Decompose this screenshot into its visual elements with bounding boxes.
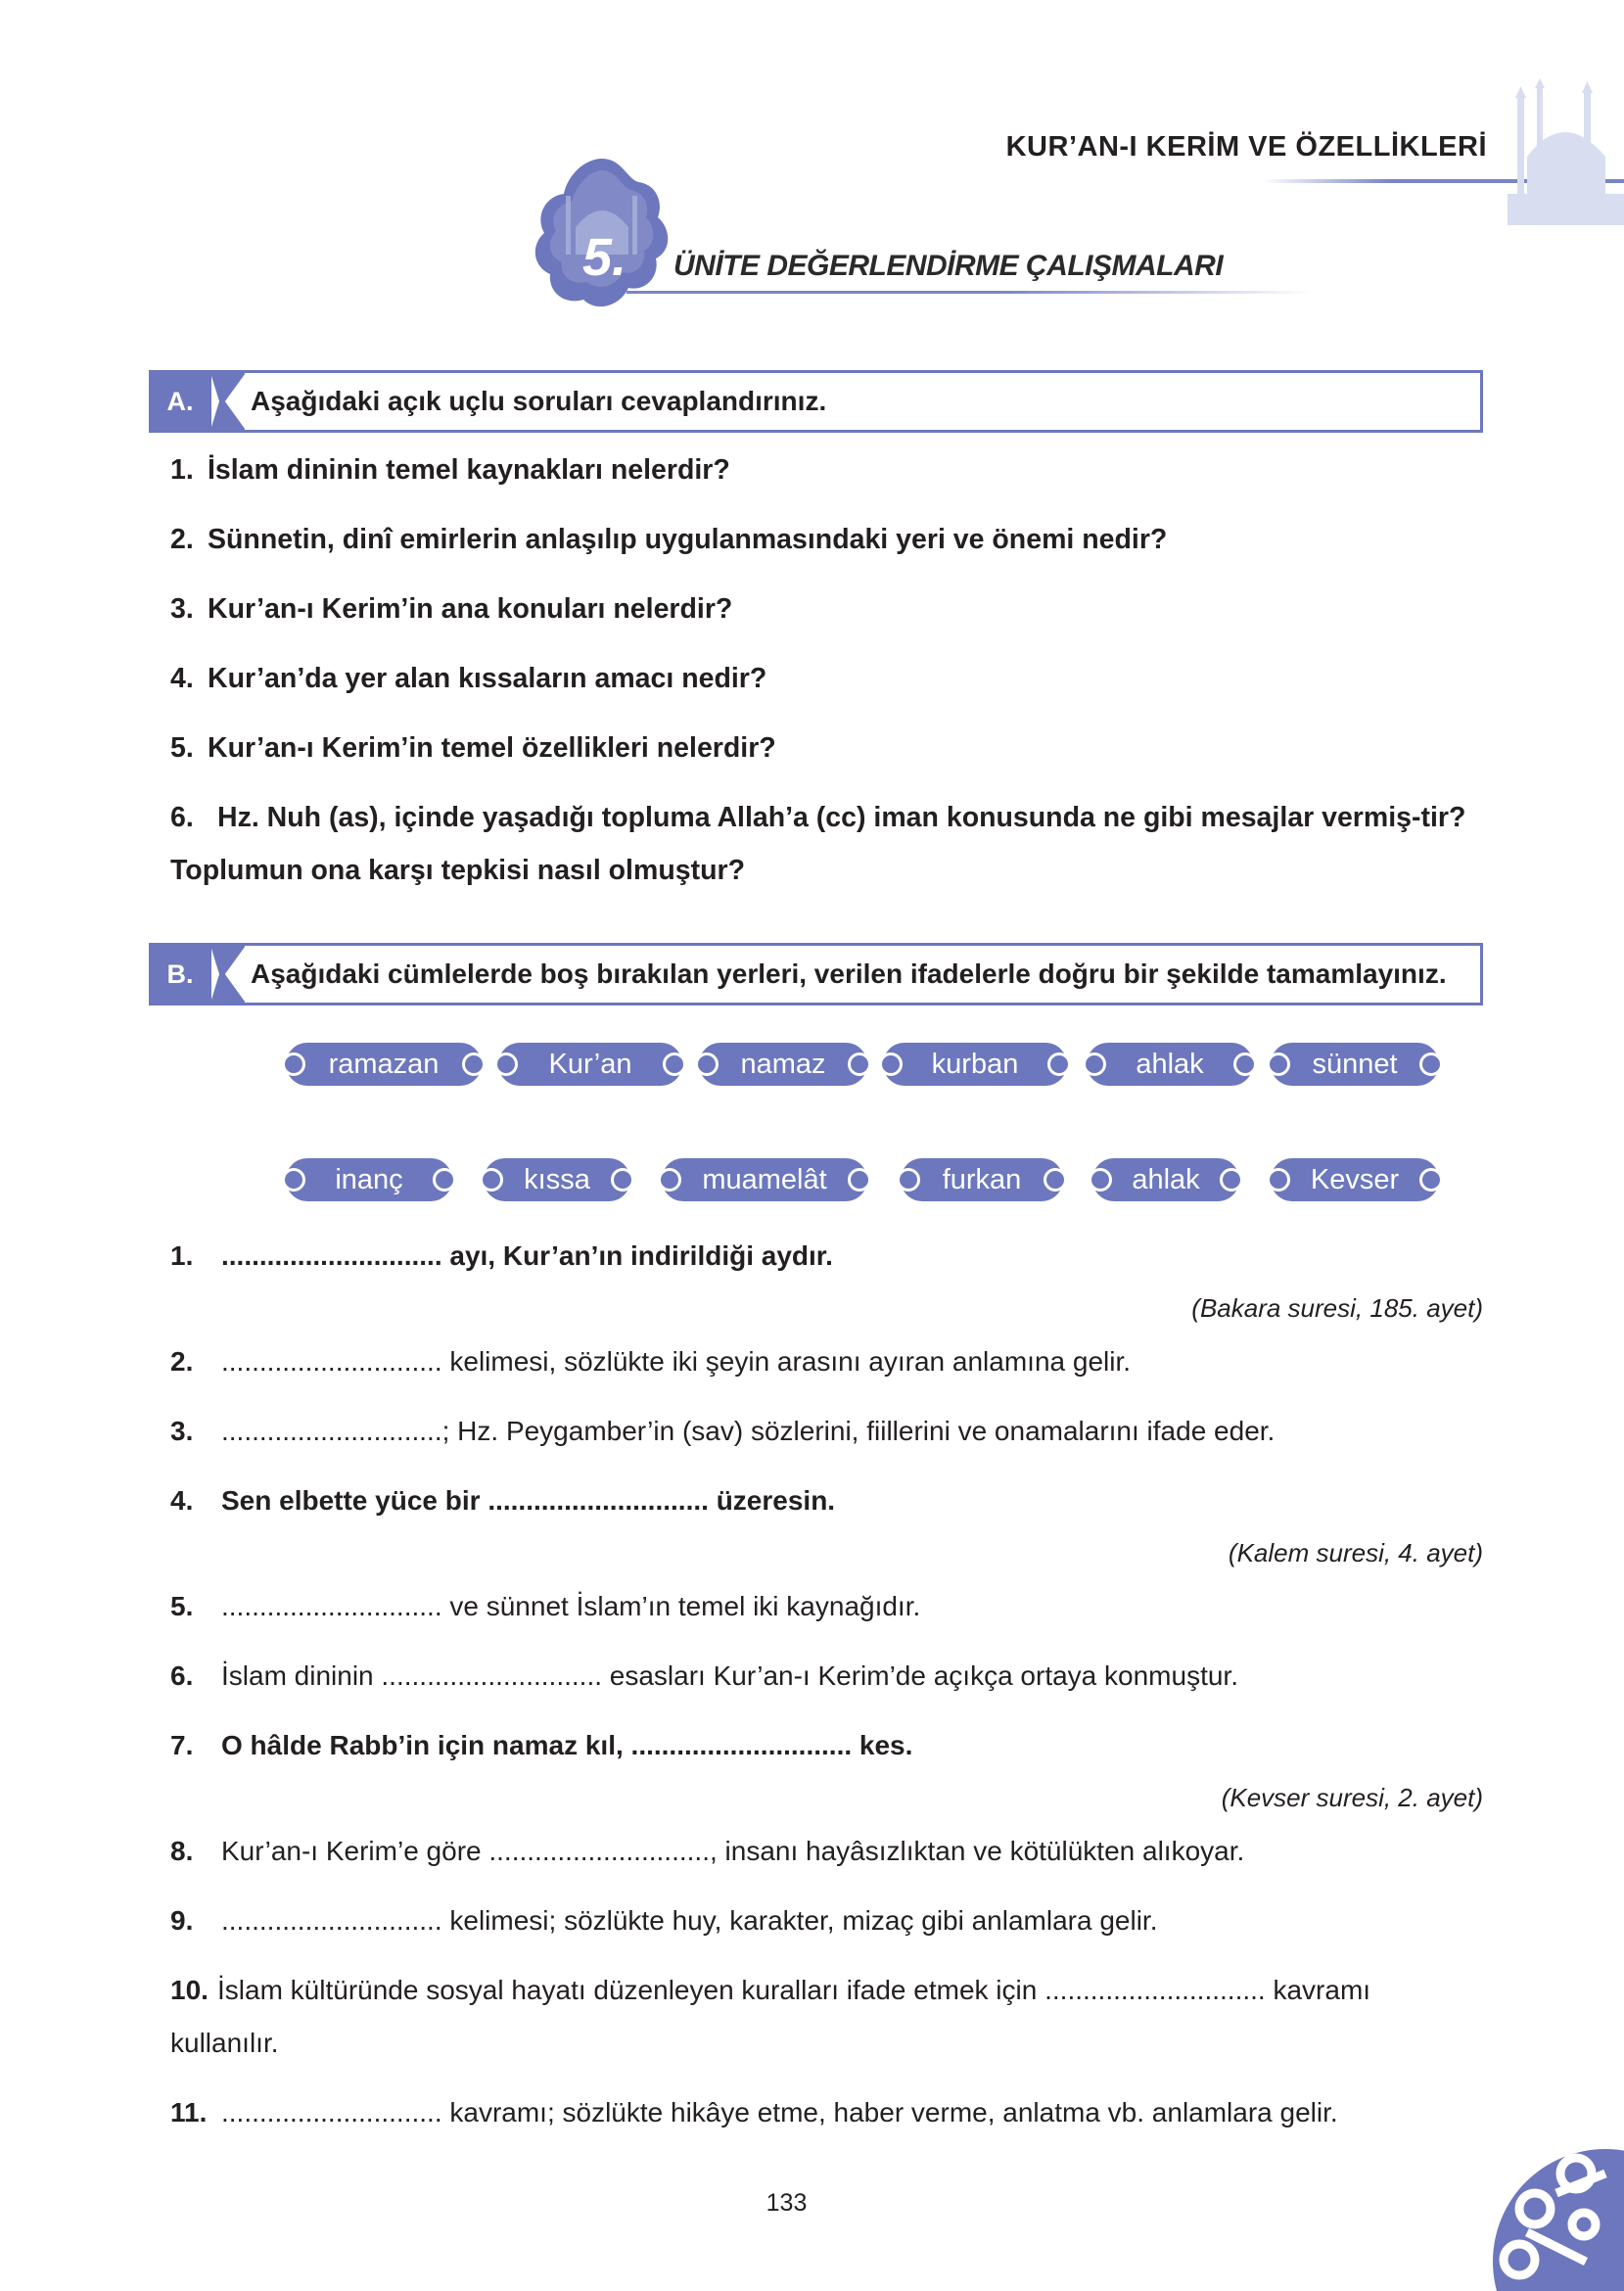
unit-number: 5. — [582, 228, 627, 287]
item-text: İslam kültüründe sosyal hayatı düzenleyen kuralları ifade etmek için ............................. kavramı kullanılır. — [170, 1975, 1371, 2058]
section-a-instruction: Aşağıdaki açık uçlu soruları cevaplandırınız. — [251, 386, 827, 416]
word-label: ahlak — [1136, 1049, 1204, 1080]
item-number: 7. — [170, 1730, 194, 1760]
fill-item-1 — [170, 1230, 1484, 1283]
question-text: Hz. Nuh (as), içinde yaşadığı topluma Allah’a (cc) iman konusunda ne gibi mesajlar vermiş-tir? Toplumun ona karşı tepkisi nasıl olmuştur? — [170, 802, 1466, 886]
word-label: ahlak — [1132, 1164, 1200, 1195]
word-label: kurban — [931, 1049, 1019, 1080]
section-b-notch — [211, 943, 245, 1005]
fill-item-8 — [170, 1825, 1484, 1878]
item-number: 3. — [170, 1416, 194, 1446]
question-2 — [170, 514, 1167, 565]
word-pill — [286, 1158, 452, 1201]
word-label: muamelât — [702, 1164, 827, 1195]
fill-item-2 — [170, 1335, 1484, 1388]
item-text: ............................. ve sünnet İslam’ın temel iki kaynağıdır. — [221, 1591, 921, 1621]
word-label: Kevser — [1310, 1164, 1400, 1195]
item-text: ............................. kavramı; sözlükte hikâye etme, haber verme, anlatma vb. anlamlara gelir. — [221, 2097, 1338, 2127]
item-source: (Kalem suresi, 4. ayet) — [1228, 1538, 1483, 1567]
fill-item-10 — [170, 1964, 1484, 2070]
word-label: furkan — [942, 1164, 1022, 1195]
item-text: Sen elbette yüce bir ............................. üzeresin. — [221, 1485, 836, 1516]
word-label: inanç — [335, 1164, 403, 1195]
item-source: (Kevser suresi, 2. ayet) — [1221, 1783, 1483, 1812]
item-number: 11. — [170, 2097, 208, 2127]
question-text: Sünnetin, dinî emirlerin anlaşılıp uygulanmasındaki yeri ve önemi nedir? — [208, 524, 1168, 555]
word-pill — [662, 1158, 867, 1201]
question-number: 3. — [170, 593, 194, 625]
item-source: (Bakara suresi, 185. ayet) — [1191, 1293, 1483, 1323]
item-text: ............................. kelimesi, sözlükte iki şeyin arasını ayıran anlamına gelir. — [221, 1346, 1132, 1377]
word-pill — [484, 1158, 630, 1201]
word-pill — [901, 1158, 1063, 1201]
flower-ornament-icon — [1459, 2115, 1624, 2291]
item-text: ............................. ayı, Kur’an’ın indirildiği aydır. — [221, 1240, 833, 1271]
question-1 — [170, 444, 730, 495]
question-number: 6. — [170, 802, 194, 833]
question-3 — [170, 584, 732, 634]
section-b-instruction: Aşağıdaki cümlelerde boş bırakılan yerleri, verilen ifadelerle doğru bir şekilde tamamlayınız. — [251, 958, 1447, 989]
chapter-title: KUR’AN-I KERİM VE ÖZELLİKLERİ — [1005, 131, 1487, 163]
word-pill — [1271, 1043, 1439, 1086]
unit-title: ÜNİTE DEĞERLENDİRME ÇALIŞMALARI — [673, 250, 1224, 282]
question-4 — [170, 653, 766, 704]
word-label: namaz — [740, 1049, 826, 1080]
question-text: Kur’an-ı Kerim’in ana konuları nelerdir? — [208, 593, 733, 625]
item-text: İslam dininin ............................. esasları Kur’an-ı Kerim’de açıkça ortaya konmuştur. — [221, 1660, 1238, 1691]
question-number: 4. — [170, 663, 194, 694]
word-label: Kur’an — [548, 1049, 632, 1080]
word-pill — [1092, 1158, 1239, 1201]
fill-item-7 — [170, 1719, 1484, 1772]
unit-title-rule — [626, 291, 1312, 294]
item-number: 9. — [170, 1905, 194, 1936]
question-5 — [170, 723, 776, 773]
item-number: 10. — [170, 1975, 209, 2005]
word-pill — [883, 1043, 1067, 1086]
fill-item-3 — [170, 1405, 1484, 1458]
item-number: 5. — [170, 1591, 194, 1621]
mosque-icon — [1508, 78, 1624, 225]
question-number: 2. — [170, 524, 194, 555]
word-pill — [498, 1043, 682, 1086]
question-text: Kur’an’da yer alan kıssaların amacı nedir? — [208, 663, 767, 694]
word-label: kıssa — [524, 1164, 590, 1195]
item-number: 8. — [170, 1836, 194, 1866]
section-a-header — [149, 370, 1483, 433]
word-label: sünnet — [1312, 1049, 1398, 1080]
word-pill — [699, 1043, 867, 1086]
fill-item-5 — [170, 1580, 1484, 1633]
item-text: O hâlde Rabb’in için namaz kıl, ............................. kes. — [221, 1730, 913, 1760]
item-number: 2. — [170, 1346, 194, 1377]
item-text: .............................; Hz. Peygamber’in (sav) sözlerini, fiillerini ve onamalarını ifade eder. — [221, 1416, 1276, 1446]
word-label: ramazan — [328, 1049, 440, 1080]
question-text: İslam dininin temel kaynakları nelerdir? — [208, 454, 730, 486]
question-number: 5. — [170, 732, 194, 764]
word-pill — [1087, 1043, 1253, 1086]
word-pill — [1271, 1158, 1439, 1201]
section-b-label: B. — [149, 943, 211, 1005]
item-text: Kur’an-ı Kerim’e göre ............................., insanı hayâsızlıktan ve kötülükten alıkoyar. — [221, 1836, 1245, 1866]
item-number: 4. — [170, 1485, 194, 1516]
item-number: 6. — [170, 1660, 194, 1691]
fill-item-9 — [170, 1894, 1484, 1947]
section-a-notch — [211, 370, 245, 433]
fill-item-6 — [170, 1650, 1484, 1703]
word-pill — [286, 1043, 482, 1086]
item-number: 1. — [170, 1240, 194, 1271]
section-b-header — [149, 943, 1483, 1005]
section-a-label: A. — [149, 370, 211, 433]
page-number: 133 — [766, 2189, 808, 2217]
fill-item-4 — [170, 1474, 1484, 1527]
question-text: Kur’an-ı Kerim’in temel özellikleri nelerdir? — [208, 732, 776, 764]
fill-item-11 — [170, 2086, 1484, 2139]
question-6 — [170, 791, 1484, 897]
question-number: 1. — [170, 454, 194, 486]
item-text: ............................. kelimesi; sözlükte huy, karakter, mizaç gibi anlamlara gelir. — [221, 1905, 1158, 1936]
